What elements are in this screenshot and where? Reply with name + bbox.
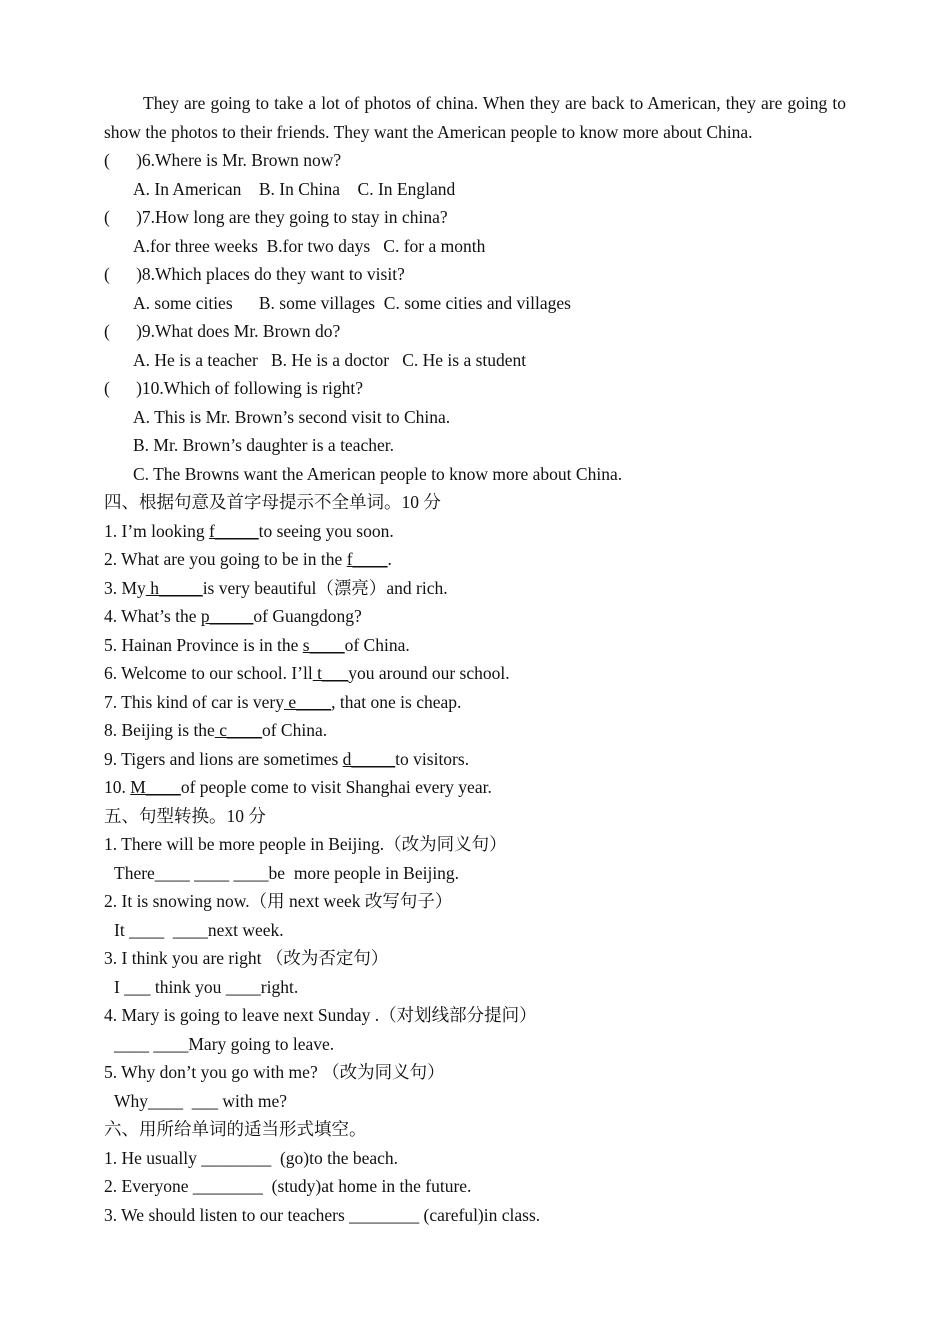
fill-item: 8. Beijing is the c____of China. (104, 720, 328, 740)
fill-item: 5. Hainan Province is in the s____of China. (104, 634, 410, 655)
section-4-title: 四、根据句意及首字母提示不全单词。10 分 (104, 492, 441, 512)
transform-answer: Why____ ___ with me? (114, 1090, 288, 1111)
fill-item: 7. This kind of car is very e____, that one is cheap. (104, 691, 462, 712)
fill-item: 6. Welcome to our school. I’ll t___you around our school. (104, 663, 510, 683)
fill-item: 10. M____of people come to visit Shanghai every year. (104, 777, 492, 797)
fill-item: 3. My h_____is very beautiful（漂亮）and rich. (104, 577, 448, 598)
fill-item: 9. Tigers and lions are sometimes d_____to visitors. (104, 748, 470, 769)
fill-blank: f_____ (209, 520, 259, 541)
question-9-options: A. He is a teacher B. He is a doctor C. He is a student (133, 349, 527, 370)
question-9: ( )9.What does Mr. Brown do? (104, 321, 341, 341)
fill-item: 1. I’m looking f_____to seeing you soon. (104, 520, 394, 541)
fill-blank: s____ (302, 634, 345, 655)
transform-question: 1. There will be more people in Beijing.（改为同义句） (104, 834, 507, 854)
fill-blank: c____ (214, 720, 262, 740)
transform-question: 5. Why don’t you go with me? （改为同义句） (104, 1062, 445, 1082)
question-10: ( )10.Which of following is right? (104, 378, 364, 398)
fill-item: 2. What are you going to be in the f____. (104, 549, 392, 569)
fill-item: 4. What’s the p_____of Guangdong? (104, 606, 362, 626)
transform-answer: There____ ____ ____be more people in Beijing. (114, 862, 460, 883)
fill-blank: d_____ (342, 748, 396, 769)
transform-answer: I ___ think you ____right. (114, 976, 299, 997)
form-item: 3. We should listen to our teachers ________ (careful)in class. (104, 1204, 541, 1225)
question-8-options: A. some cities B. some villages C. some cities and villages (133, 292, 571, 313)
section-6-title: 六、用所给单词的适当形式填空。 (104, 1119, 367, 1139)
worksheet-page (104, 89, 846, 1229)
reading-passage: They are going to take a lot of photos of china. When they are back to American, they are going to show the photos to their friends. They want the American people to know more about China. (104, 93, 846, 142)
form-item: 2. Everyone ________ (study)at home in the future. (104, 1176, 472, 1196)
question-8: ( )8.Which places do they want to visit? (104, 264, 405, 284)
fill-blank: p_____ (200, 606, 254, 626)
fill-blank: h_____ (145, 577, 203, 598)
question-6-options: A. In American B. In China C. In England (133, 178, 456, 199)
form-item: 1. He usually ________ (go)to the beach. (104, 1147, 399, 1168)
fill-blank: M____ (130, 777, 181, 797)
transform-question: 4. Mary is going to leave next Sunday .（对划线部分提问） (104, 1005, 537, 1025)
question-7-options: A.for three weeks B.for two days C. for a month (133, 235, 486, 256)
question-7: ( )7.How long are they going to stay in china? (104, 207, 448, 227)
transform-question: 2. It is snowing now.（用 next week 改写句子） (104, 891, 453, 911)
section-5-title: 五、句型转换。10 分 (104, 805, 266, 826)
question-10-option-a: A. This is Mr. Brown’s second visit to China. (133, 406, 451, 427)
transform-question: 3. I think you are right （改为否定句） (104, 948, 389, 968)
question-10-option-c: C. The Browns want the American people to know more about China. (133, 463, 623, 484)
transform-answer: ____ ____Mary going to leave. (114, 1033, 335, 1054)
fill-blank: f____ (346, 549, 388, 569)
question-6: ( )6.Where is Mr. Brown now? (104, 150, 342, 170)
fill-blank: e____ (284, 691, 332, 712)
fill-blank: t___ (312, 663, 349, 683)
question-10-option-b: B. Mr. Brown’s daughter is a teacher. (133, 435, 394, 455)
transform-answer: It ____ ____next week. (114, 919, 284, 940)
